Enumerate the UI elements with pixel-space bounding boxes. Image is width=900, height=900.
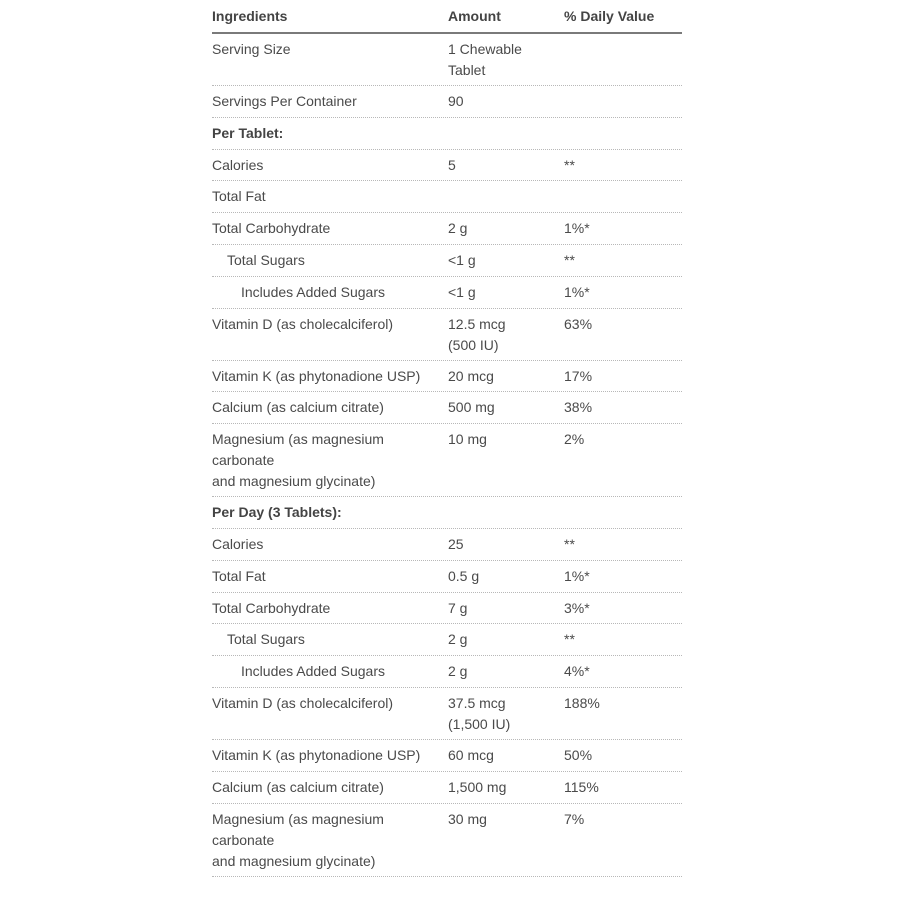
ingredient-name: Per Tablet: [212, 124, 284, 141]
ingredient-name: Vitamin K (as phytonadione USP) [212, 367, 421, 384]
supplement-facts-table [212, 0, 682, 877]
ingredient-amount: 12.5 mcg (500 IU) [448, 315, 506, 353]
ingredient-amount: 1,500 mg [448, 778, 507, 795]
ingredient-name: Total Carbohydrate [212, 599, 331, 616]
ingredient-amount: 90 [448, 93, 464, 109]
header-daily-value: % Daily Value [564, 8, 655, 24]
ingredient-amount: 7 g [448, 599, 468, 616]
ingredient-amount: <1 g [448, 251, 476, 268]
ingredient-name: Calories [212, 535, 264, 552]
ingredient-daily-value: 17% [564, 367, 593, 384]
table-row [212, 561, 682, 593]
ingredient-amount: 30 mg [448, 810, 487, 827]
ingredient-amount: 1 Chewable Tablet [448, 41, 522, 78]
ingredient-name: Total Fat [212, 567, 266, 584]
table-row [212, 277, 682, 309]
ingredient-name: Vitamin D (as cholecalciferol) [212, 694, 394, 711]
table-body [212, 34, 682, 877]
table-row [212, 150, 682, 182]
table-row [212, 740, 682, 772]
ingredient-daily-value: 50% [564, 746, 593, 763]
ingredient-daily-value: 7% [564, 810, 585, 827]
ingredient-daily-value: ** [564, 251, 575, 268]
ingredient-amount: 5 [448, 156, 456, 173]
table-row [212, 213, 682, 245]
ingredient-amount: <1 g [448, 283, 476, 300]
section-header-row [212, 497, 682, 529]
table-row [212, 361, 682, 393]
ingredient-daily-value: 2% [564, 431, 585, 448]
ingredient-amount: 10 mg [448, 431, 487, 448]
ingredient-daily-value: 115% [564, 778, 599, 795]
ingredient-name: Magnesium (as magnesium carbonate and magnesium glycinate) [212, 810, 384, 869]
ingredient-amount: 20 mcg [448, 367, 494, 384]
table-row [212, 181, 682, 213]
ingredient-amount: 2 g [448, 220, 468, 237]
ingredient-amount: 2 g [448, 663, 468, 680]
ingredient-daily-value: 188% [564, 694, 600, 711]
ingredient-daily-value: 1%* [564, 567, 590, 584]
ingredient-name: Total Fat [212, 188, 266, 205]
section-header-row [212, 118, 682, 150]
ingredient-daily-value: 1%* [564, 283, 590, 300]
header-ingredients: Ingredients [212, 8, 288, 24]
ingredient-amount: 25 [448, 535, 464, 552]
ingredient-name: Includes Added Sugars [241, 283, 385, 300]
ingredient-name: Calcium (as calcium citrate) [212, 778, 384, 795]
table-row [212, 772, 682, 804]
ingredient-daily-value: 3%* [564, 599, 590, 616]
table-row [212, 424, 682, 497]
ingredient-name: Total Sugars [227, 251, 305, 268]
table-row [212, 86, 682, 118]
table-row [212, 656, 682, 688]
ingredient-name: Vitamin K (as phytonadione USP) [212, 746, 421, 763]
ingredient-daily-value: 4%* [564, 663, 590, 680]
ingredient-name: Total Sugars [227, 631, 305, 648]
table-row [212, 688, 682, 740]
ingredient-name: Servings Per Container [212, 93, 357, 109]
ingredient-daily-value: 63% [564, 315, 593, 332]
ingredient-name: Vitamin D (as cholecalciferol) [212, 315, 394, 332]
table-header [212, 0, 682, 34]
ingredient-daily-value: 38% [564, 399, 593, 416]
table-row [212, 34, 682, 86]
table-row [212, 309, 682, 361]
table-row [212, 392, 682, 424]
ingredient-amount: 2 g [448, 631, 468, 648]
ingredient-name: Magnesium (as magnesium carbonate and magnesium glycinate) [212, 431, 384, 490]
table-row [212, 245, 682, 277]
ingredient-amount: 60 mcg [448, 746, 494, 763]
header-amount: Amount [448, 8, 501, 24]
ingredient-amount: 37.5 mcg (1,500 IU) [448, 694, 511, 732]
ingredient-daily-value: 1%* [564, 220, 590, 237]
ingredient-amount: 0.5 g [448, 567, 480, 584]
ingredient-name: Per Day (3 Tablets): [212, 504, 342, 521]
ingredient-name: Includes Added Sugars [241, 663, 385, 680]
table-row [212, 529, 682, 561]
ingredient-daily-value: ** [564, 156, 575, 173]
ingredient-name: Calories [212, 156, 264, 173]
table-row [212, 804, 682, 877]
ingredient-amount: 500 mg [448, 399, 495, 416]
table-row [212, 593, 682, 625]
ingredient-name: Serving Size [212, 41, 291, 57]
ingredient-daily-value: ** [564, 631, 575, 648]
ingredient-daily-value: ** [564, 535, 575, 552]
table-row [212, 624, 682, 656]
ingredient-name: Calcium (as calcium citrate) [212, 399, 384, 416]
ingredient-name: Total Carbohydrate [212, 220, 331, 237]
